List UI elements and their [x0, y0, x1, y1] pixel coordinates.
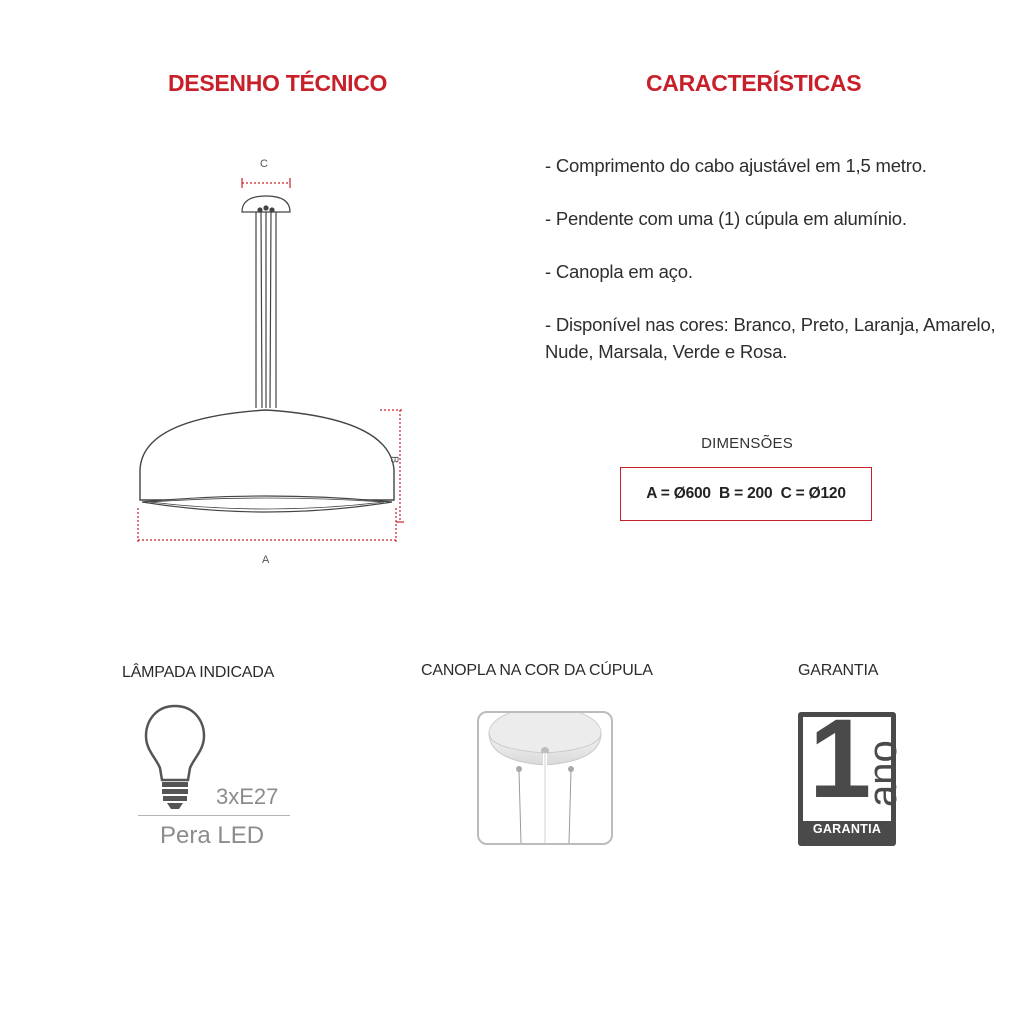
pendant-lamp-diagram [120, 150, 420, 580]
lamp-type: Pera LED [160, 822, 265, 849]
feature-item: - Canopla em aço. [545, 261, 693, 282]
light-bulb-icon [138, 700, 213, 810]
dimension-label-b: B [388, 456, 400, 464]
technical-drawing [120, 150, 420, 580]
warranty-badge-inner [803, 696, 905, 821]
warranty-heading: GARANTIA [798, 662, 879, 679]
dimension-label-a: A [262, 554, 270, 566]
lamp-spec: 3xE27 [216, 784, 279, 809]
warranty-unit: ano [861, 740, 905, 807]
feature-item: - Disponível nas cores: Branco, Preto, Laranja, Amarelo, Nude, Marsala, Verde e Rosa. [545, 314, 996, 362]
features-list [545, 152, 1005, 391]
canopy-photo [477, 711, 613, 845]
dimensions-box [620, 467, 872, 521]
dimension-label-c: C [260, 158, 268, 170]
lamp-heading: LÂMPADA INDICADA [122, 664, 275, 681]
lamp-divider [138, 815, 290, 816]
feature-item: - Pendente com uma (1) cúpula em alumínio. [545, 208, 907, 229]
warranty-number: 1 [809, 696, 872, 821]
warranty-badge [798, 696, 905, 846]
dimensions-title: DIMENSÕES [701, 435, 793, 452]
warranty-label: GARANTIA [812, 822, 882, 836]
features-heading: CARACTERÍSTICAS [646, 70, 862, 96]
dimensions-value: A = Ø600 B = 200 C = Ø120 [646, 485, 846, 502]
canopy-image [479, 713, 611, 843]
technical-drawing-heading: DESENHO TÉCNICO [168, 70, 388, 96]
feature-item: - Comprimento do cabo ajustável em 1,5 metro. [545, 155, 927, 176]
canopy-heading: CANOPLA NA COR DA CÚPULA [421, 662, 653, 679]
